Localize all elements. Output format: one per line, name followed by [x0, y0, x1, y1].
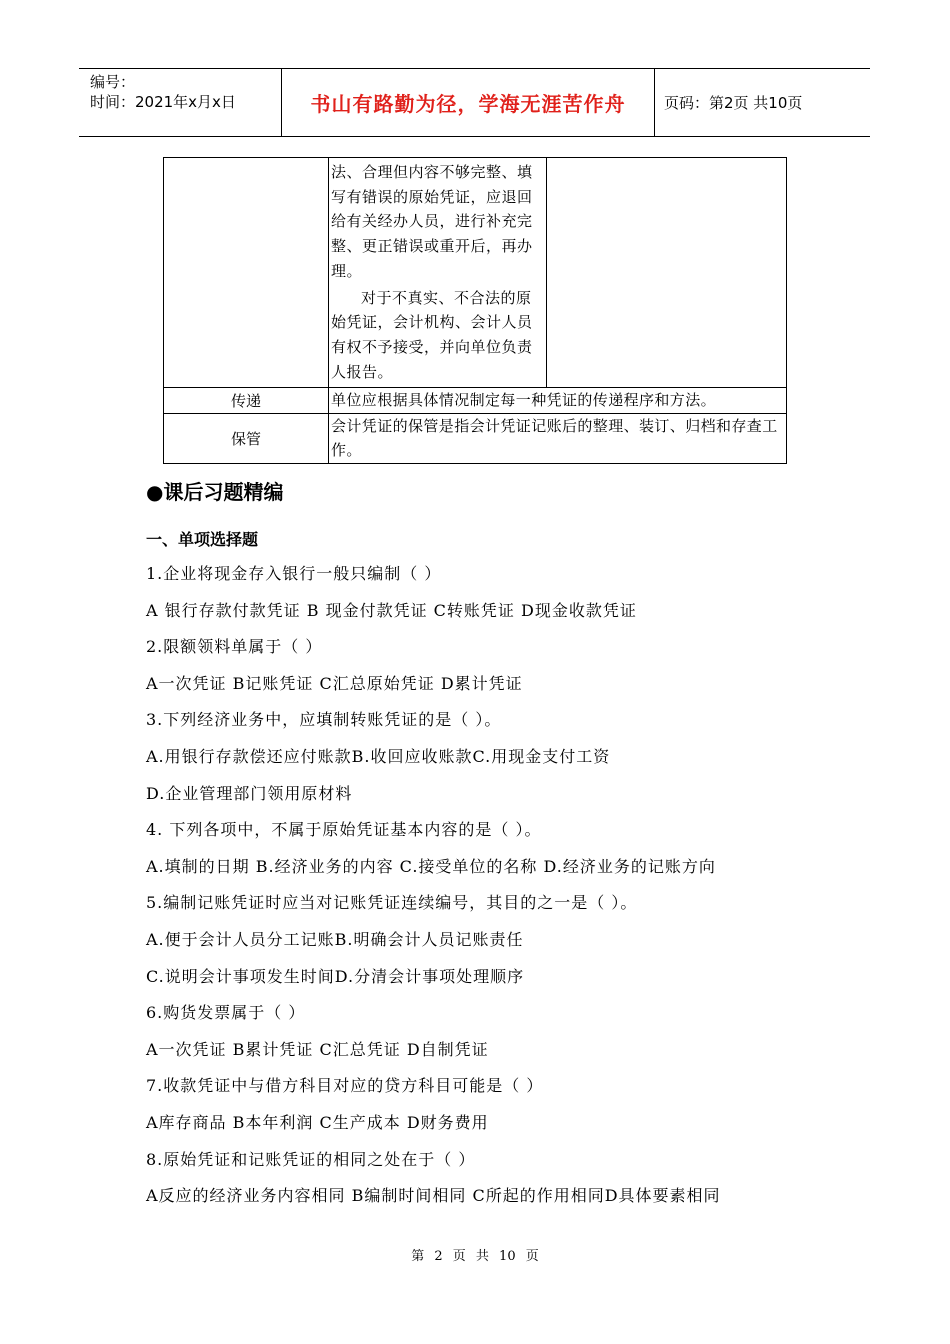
section-title: ●课后习题精编	[146, 480, 284, 504]
table-row	[164, 414, 787, 464]
option-line: A.填制的日期 B.经济业务的内容 C.接受单位的名称 D.经济业务的记账方向	[146, 856, 716, 876]
voucher-table	[163, 157, 787, 464]
question-line: 3.下列经济业务中，应填制转账凭证的是（ ）。	[146, 710, 502, 730]
header-left-cell	[79, 69, 281, 136]
option-line: A反应的经济业务内容相同 B编制时间相同 C所起的作用相同D具体要素相同	[146, 1186, 721, 1206]
header-number-label: 编号：	[90, 73, 136, 91]
option-line: D.企业管理部门领用原材料	[146, 783, 353, 803]
option-line: C.说明会计事项发生时间D.分清会计事项处理顺序	[146, 966, 525, 986]
option-line: A一次凭证 B记账凭证 C汇总原始凭证 D累计凭证	[146, 673, 523, 693]
option-line: A.用银行存款偿还应付账款B.收回应收账款C.用现金支付工资	[146, 746, 611, 766]
sub-title: 一、单项选择题	[146, 530, 259, 549]
review-paragraph-1: 法、合理但内容不够完整、填写有错误的原始凭证，应退回给有关经办人员，进行补充完整、更正错误或重开后，再办理。	[331, 163, 533, 280]
row-text-transfer	[329, 388, 787, 414]
option-line: A一次凭证 B累计凭证 C汇总凭证 D自制凭证	[146, 1039, 489, 1059]
row-label-storage: 保管	[164, 414, 329, 464]
table-cell-empty	[547, 158, 787, 388]
question-line: 7.收款凭证中与借方科目对应的贷方科目可能是（ ）	[146, 1076, 544, 1096]
page-footer: 第 2 页 共 10 页	[411, 1249, 539, 1264]
question-line: 1.企业将现金存入银行一般只编制（ ）	[146, 564, 442, 583]
header-motto-cell	[281, 69, 655, 136]
question-line: 4. 下列各项中，不属于原始凭证基本内容的是（ ）。	[146, 820, 542, 840]
header-time-label: 时间：2021年x月x日	[90, 93, 236, 111]
option-line: A.便于会计人员分工记账B.明确会计人员记账责任	[146, 929, 524, 949]
storage-text: 会计凭证的保管是指会计凭证记账后的整理、装订、归档和存查工作。	[331, 417, 778, 460]
row-label-transfer: 传递	[164, 388, 329, 414]
row-text-storage	[329, 414, 787, 464]
table-row	[164, 158, 787, 388]
header-page-cell	[654, 69, 870, 136]
header-page-info: 页码：第2页 共10页	[664, 94, 803, 112]
header-motto: 书山有路勤为径，学海无涯苦作舟	[310, 92, 626, 116]
question-line: 8.原始凭证和记账凭证的相同之处在于（ ）	[146, 1149, 476, 1169]
review-paragraph-2: 对于不真实、不合法的原始凭证，会计机构、会计人员有权不予接受，并向单位负责人报告。	[331, 288, 533, 381]
table-cell-empty	[164, 158, 329, 388]
question-line: 2.限额领料单属于（ ）	[146, 637, 323, 657]
transfer-text: 单位应根据具体情况制定每一种凭证的传递程序和方法。	[331, 391, 717, 410]
question-list	[146, 560, 846, 1219]
table-cell-review-text	[329, 158, 547, 388]
table-row	[164, 388, 787, 414]
option-line: A库存商品 B本年利润 C生产成本 D财务费用	[146, 1112, 489, 1132]
page-header	[79, 68, 870, 137]
question-line: 5.编制记账凭证时应当对记账凭证连续编号，其目的之一是（ ）。	[146, 893, 638, 913]
option-line: A 银行存款付款凭证 B 现金付款凭证 C转账凭证 D现金收款凭证	[146, 600, 637, 620]
question-line: 6.购货发票属于（ ）	[146, 1003, 306, 1023]
